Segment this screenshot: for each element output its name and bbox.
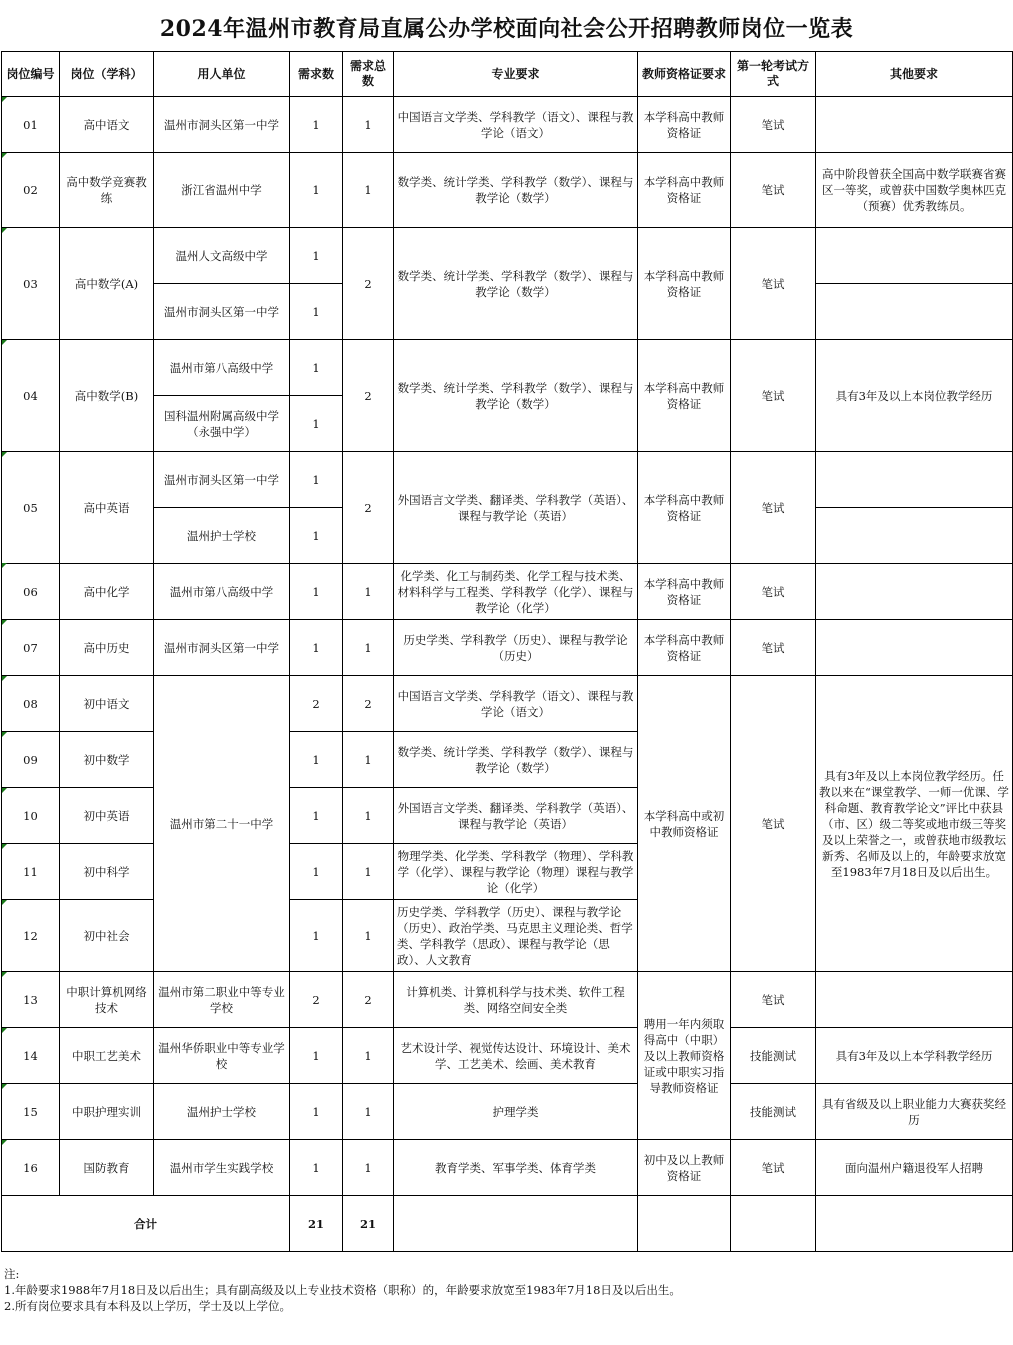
row-code: 04 [2,340,60,452]
row-total: 2 [343,340,394,452]
row-demand: 1 [290,1084,343,1140]
totals-row [2,1196,1013,1252]
row-demand: 1 [290,284,343,340]
row-unit: 温州市第八高级中学 [154,340,290,396]
row-code: 10 [2,788,60,844]
row-unit: 温州市第二职业中等专业学校 [154,972,290,1028]
row-exam: 笔试 [731,676,816,972]
row-position: 初中英语 [60,788,154,844]
cell-marker-icon [2,676,7,681]
row-demand: 1 [290,900,343,972]
notes-heading: 注: [4,1267,20,1281]
row-code: 14 [2,1028,60,1084]
row-unit: 温州市第八高级中学 [154,564,290,620]
row-other: 具有3年及以上本岗位教学经历 [816,340,1013,452]
row-code: 16 [2,1140,60,1196]
row-code: 03 [2,228,60,340]
row-demand: 2 [290,676,343,732]
totals-cert [638,1196,731,1252]
cell-marker-icon [2,788,7,793]
row-unit: 浙江省温州中学 [154,153,290,228]
row-total: 2 [343,972,394,1028]
row-major: 外国语言文学类、翻译类、学科教学（英语）、课程与教学论（英语） [394,452,638,564]
row-position: 高中化学 [60,564,154,620]
row-demand: 1 [290,228,343,284]
cell-marker-icon [2,972,7,977]
row-unit: 温州市第二十一中学 [154,676,290,972]
row-exam: 笔试 [731,1140,816,1196]
table-row [2,1140,1013,1196]
row-total: 1 [343,1028,394,1084]
row-cert: 初中及以上教师资格证 [638,1140,731,1196]
row-position: 高中数学竞赛教练 [60,153,154,228]
row-other [816,620,1013,676]
cell-marker-icon [2,732,7,737]
row-other: 高中阶段曾获全国高中数学联赛省赛区一等奖，或曾获中国数学奥林匹克（预赛）优秀教练员。 [816,153,1013,228]
row-unit: 温州护士学校 [154,508,290,564]
header-cert: 教师资格证要求 [638,52,731,97]
table-row [2,340,1013,396]
header-major: 专业要求 [394,52,638,97]
cell-marker-icon [2,97,7,102]
row-other: 具有省级及以上职业能力大赛获奖经历 [816,1084,1013,1140]
row-exam: 技能测试 [731,1084,816,1140]
cell-marker-icon [2,563,7,568]
row-code: 15 [2,1084,60,1140]
row-total: 1 [343,620,394,676]
header-other: 其他要求 [816,52,1013,97]
row-major: 数学类、统计学类、学科教学（数学）、课程与教学论（数学） [394,228,638,340]
row-cert: 本学科高中教师资格证 [638,452,731,564]
header-exam: 第一轮考试方式 [731,52,816,97]
row-unit: 温州市洞头区第一中学 [154,620,290,676]
header-code: 岗位编号 [2,52,60,97]
row-position: 高中语文 [60,97,154,153]
totals-total: 21 [343,1196,394,1252]
table-row [2,153,1013,228]
row-demand: 1 [290,396,343,452]
totals-major [394,1196,638,1252]
row-code: 08 [2,676,60,732]
row-exam: 技能测试 [731,1028,816,1084]
row-position: 初中语文 [60,676,154,732]
row-position: 中职护理实训 [60,1084,154,1140]
row-demand: 1 [290,1028,343,1084]
row-code: 05 [2,452,60,564]
cell-marker-icon [2,844,7,849]
row-demand: 1 [290,452,343,508]
cell-marker-icon [2,452,7,457]
row-other [816,564,1013,620]
row-unit: 温州华侨职业中等专业学校 [154,1028,290,1084]
row-major: 数学类、统计学类、学科教学（数学）、课程与教学论（数学） [394,732,638,788]
row-other: 具有3年及以上本岗位教学经历。任教以来在“课堂教学、一师一优课、学科命题、教育教学论文”评比中获县（市、区）级二等奖或地市级三等奖及以上荣誉之一，或曾获地市级教坛新秀、名师及以上的，年龄要求放宽至1983年7月18日及以后出生。 [816,676,1013,972]
row-code: 12 [2,900,60,972]
cell-marker-icon [2,620,7,625]
row-position: 高中数学(A) [60,228,154,340]
row-position: 高中历史 [60,620,154,676]
row-cert: 本学科高中或初中教师资格证 [638,676,731,972]
row-major: 数学类、统计学类、学科教学（数学）、课程与教学论（数学） [394,153,638,228]
table-row [2,972,1013,1028]
note-item: 1.年龄要求1988年7月18日及以后出生；具有副高级及以上专业技术资格（职称）的，年龄要求放宽至1983年7月18日及以后出生。 [4,1283,681,1297]
row-cert: 本学科高中教师资格证 [638,340,731,452]
table-row [2,228,1013,284]
row-major: 数学类、统计学类、学科教学（数学）、课程与教学论（数学） [394,340,638,452]
row-total: 2 [343,452,394,564]
page-title: 2024年温州市教育局直属公办学校面向社会公开招聘教师岗位一览表 [159,16,854,42]
totals-other [816,1196,1013,1252]
row-total: 1 [343,1140,394,1196]
row-exam: 笔试 [731,153,816,228]
header-position: 岗位（学科） [60,52,154,97]
row-other [816,284,1013,340]
header-demand: 需求数 [290,52,343,97]
row-total: 2 [343,228,394,340]
row-unit: 温州市洞头区第一中学 [154,452,290,508]
row-exam: 笔试 [731,620,816,676]
totals-exam [731,1196,816,1252]
row-major: 护理学类 [394,1084,638,1140]
row-position: 初中数学 [60,732,154,788]
row-other: 面向温州户籍退役军人招聘 [816,1140,1013,1196]
row-unit: 温州护士学校 [154,1084,290,1140]
row-major: 艺术设计学、视觉传达设计、环境设计、美术学、工艺美术、绘画、美术教育 [394,1028,638,1084]
row-total: 1 [343,564,394,620]
row-major: 历史学类、学科教学（历史）、课程与教学论（历史） [394,620,638,676]
row-unit: 国科温州附属高级中学（永强中学） [154,396,290,452]
row-code: 02 [2,153,60,228]
row-position: 高中英语 [60,452,154,564]
totals-demand: 21 [290,1196,343,1252]
row-demand: 1 [290,732,343,788]
row-position: 初中社会 [60,900,154,972]
row-total: 2 [343,676,394,732]
row-exam: 笔试 [731,97,816,153]
table-row [2,452,1013,508]
table-row [2,1084,1013,1140]
row-other [816,452,1013,508]
row-code: 07 [2,620,60,676]
row-demand: 1 [290,508,343,564]
row-exam: 笔试 [731,452,816,564]
row-code: 09 [2,732,60,788]
row-other [816,97,1013,153]
row-demand: 1 [290,97,343,153]
row-demand: 1 [290,340,343,396]
recruitment-table [1,51,1013,1252]
row-cert: 本学科高中教师资格证 [638,153,731,228]
row-major: 化学类、化工与制药类、化学工程与技术类、材料科学与工程类、学科教学（化学）、课程与教学论（化学） [394,564,638,620]
row-cert: 本学科高中教师资格证 [638,97,731,153]
cell-marker-icon [2,228,7,233]
row-exam: 笔试 [731,972,816,1028]
row-code: 11 [2,844,60,900]
row-total: 1 [343,732,394,788]
row-position: 国防教育 [60,1140,154,1196]
header-total: 需求总数 [343,52,394,97]
table-row [2,564,1013,620]
header-row [2,52,1013,97]
row-demand: 1 [290,1140,343,1196]
table-row [2,97,1013,153]
row-total: 1 [343,153,394,228]
row-major: 计算机类、计算机科学与技术类、软件工程类、网络空间安全类 [394,972,638,1028]
row-other: 具有3年及以上本学科教学经历 [816,1028,1013,1084]
row-demand: 1 [290,620,343,676]
row-code: 13 [2,972,60,1028]
row-exam: 笔试 [731,228,816,340]
row-major: 教育学类、军事学类、体育学类 [394,1140,638,1196]
row-total: 1 [343,844,394,900]
row-major: 中国语言文学类、学科教学（语文）、课程与教学论（语文） [394,676,638,732]
note-item: 2.所有岗位要求具有本科及以上学历，学士及以上学位。 [4,1299,291,1313]
row-unit: 温州人文高级中学 [154,228,290,284]
cell-marker-icon [2,1140,7,1145]
row-unit: 温州市洞头区第一中学 [154,97,290,153]
cell-marker-icon [2,340,7,345]
row-major: 物理学类、化学类、学科教学（物理）、学科教学（化学）、课程与教学论（物理）课程与教学论（化学） [394,844,638,900]
row-demand: 1 [290,153,343,228]
row-cert: 本学科高中教师资格证 [638,620,731,676]
header-unit: 用人单位 [154,52,290,97]
row-demand: 1 [290,564,343,620]
table-row [2,620,1013,676]
notes [4,1266,1009,1314]
row-unit: 温州市学生实践学校 [154,1140,290,1196]
row-major: 外国语言文学类、翻译类、学科教学（英语）、课程与教学论（英语） [394,788,638,844]
cell-marker-icon [2,1028,7,1033]
row-position: 初中科学 [60,844,154,900]
cell-marker-icon [2,1084,7,1089]
row-total: 1 [343,900,394,972]
row-cert: 本学科高中教师资格证 [638,228,731,340]
row-exam: 笔试 [731,340,816,452]
row-position: 中职工艺美术 [60,1028,154,1084]
cell-marker-icon [2,900,7,905]
row-unit: 温州市洞头区第一中学 [154,284,290,340]
row-code: 01 [2,97,60,153]
row-exam: 笔试 [731,564,816,620]
row-cert: 聘用一年内须取得高中（中职）及以上教师资格证或中职实习指导教师资格证 [638,972,731,1140]
table-row [2,676,1013,732]
row-position: 中职计算机网络技术 [60,972,154,1028]
row-major: 中国语言文学类、学科教学（语文）、课程与教学论（语文） [394,97,638,153]
row-other [816,228,1013,284]
row-demand: 1 [290,788,343,844]
row-other [816,508,1013,564]
row-demand: 1 [290,844,343,900]
row-total: 1 [343,97,394,153]
row-other [816,972,1013,1028]
table-row [2,1028,1013,1084]
row-demand: 2 [290,972,343,1028]
row-position: 高中数学(B) [60,340,154,452]
row-cert: 本学科高中教师资格证 [638,564,731,620]
totals-label: 合计 [2,1196,290,1252]
row-major: 历史学类、学科教学（历史）、课程与教学论（历史）、政治学类、马克思主义理论类、哲学类、学科教学（思政）、课程与教学论（思政）、人文教育 [394,900,638,972]
row-total: 1 [343,1084,394,1140]
row-total: 1 [343,788,394,844]
row-code: 06 [2,564,60,620]
cell-marker-icon [2,153,7,158]
